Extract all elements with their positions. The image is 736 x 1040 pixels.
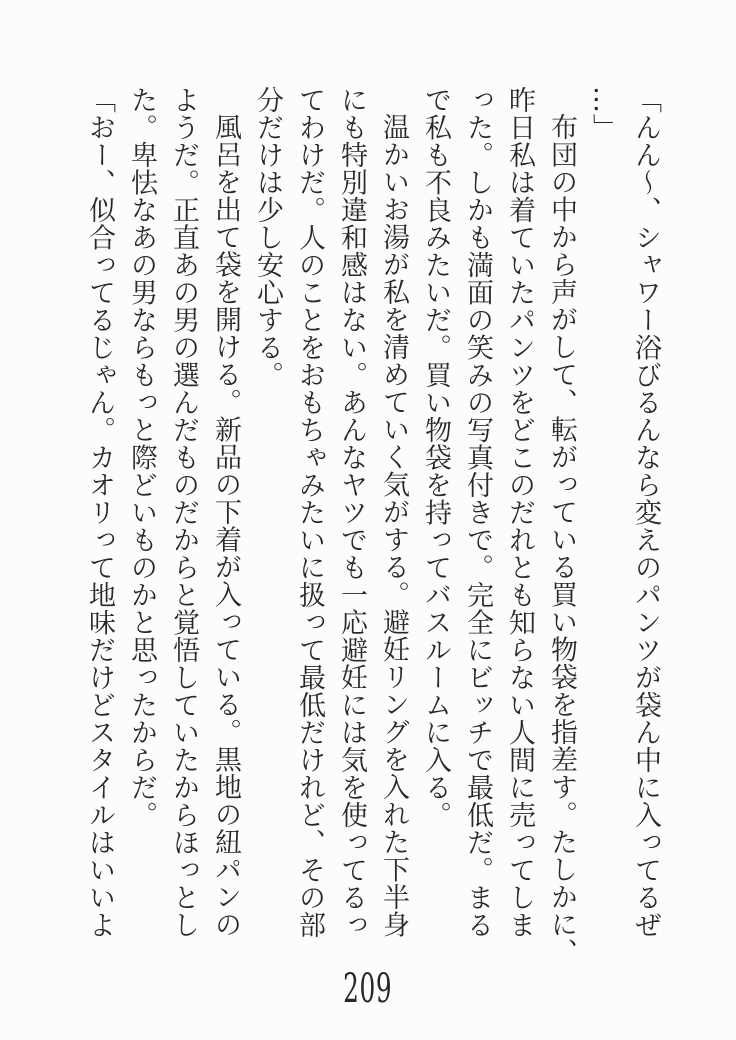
text-line-p2-l0: 温かいお湯が私を清めていく気がする。避妊リングを入れた下半身 bbox=[378, 113, 409, 938]
text-line-p2-l3: 分だけは少し安心する。 bbox=[252, 86, 283, 389]
text-line-p1-l0: 布団の中から声がして、転がっている買い物袋を指差す。たしかに、 bbox=[546, 113, 577, 966]
text-line-p0-l1: …」 bbox=[588, 86, 619, 141]
text-line-p0-l0: 「んん〜、シャワー浴びるんなら変えのパンツが袋ん中に入ってるぜ bbox=[630, 86, 661, 939]
page-number bbox=[0, 966, 736, 1012]
text-line-p2-l2: てわけだ。人のことをおもちゃみたいに扱って最低だけれど、その部 bbox=[294, 86, 325, 939]
text-line-p1-l2: った。しかも満面の笑みの写真付きで。完全にビッチで最低だ。まる bbox=[462, 86, 493, 939]
vertical-text-body bbox=[78, 86, 666, 986]
text-line-p3-l1: ようだ。正直あの男の選んだものだからと覚悟していたからほっとし bbox=[168, 86, 199, 939]
text-line-p4-l0: 「おー、似合ってるじゃん。カオリって地味だけどスタイルはいいよ bbox=[84, 86, 115, 939]
text-line-p1-l3: で私も不良みたいだ。買い物袋を持ってバスルームに入る。 bbox=[420, 86, 451, 829]
text-line-p3-l0: 風呂を出て袋を開ける。新品の下着が入っている。黒地の紐パンの bbox=[210, 113, 241, 938]
text-line-p3-l2: た。卑怯なあの男ならもっと際どいものかと思ったからだ。 bbox=[126, 86, 157, 829]
text-line-p2-l1: にも特別違和感はない。あんなヤツでも一応避妊には気を使ってるっ bbox=[336, 86, 367, 939]
text-line-p1-l1: 昨日私は着ていたパンツをどこのだれとも知らない人間に売ってしま bbox=[504, 86, 535, 939]
page-number-digits: 209 bbox=[343, 966, 393, 1012]
